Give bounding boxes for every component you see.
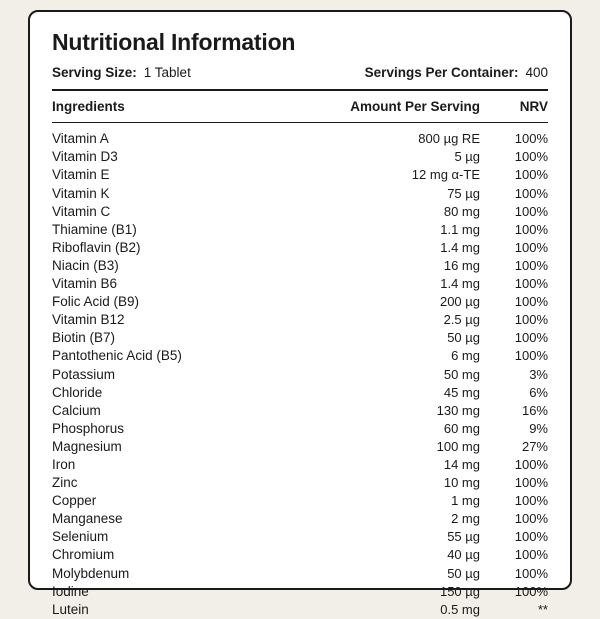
nutrient-name: Manganese [52, 511, 123, 527]
nutrient-name: Vitamin K [52, 185, 110, 201]
nutrient-amount: 2 mg [451, 511, 480, 527]
nutrient-amount: 12 mg α-TE [411, 167, 480, 183]
table-row [52, 384, 548, 402]
nutrient-nrv: 100% [514, 547, 548, 563]
table-row [52, 148, 548, 166]
nutrient-nrv: 100% [514, 565, 548, 581]
nutrient-name: Vitamin C [52, 203, 111, 219]
nutrient-name: Copper [52, 493, 97, 509]
nutrient-amount: 200 µg [439, 294, 480, 310]
nutrient-name: Iron [52, 456, 76, 472]
table-row [52, 329, 548, 347]
nutrient-name: Calcium [52, 402, 101, 418]
nutrient-amount: 16 mg [443, 257, 480, 273]
nutrient-nrv: 100% [514, 239, 548, 255]
table-row [52, 402, 548, 420]
nutrient-amount: 10 mg [443, 475, 480, 491]
table-row [52, 474, 548, 492]
nutrient-amount: 40 µg [447, 547, 480, 563]
table-row [52, 130, 548, 148]
table-row [52, 528, 548, 546]
table-row [52, 565, 548, 583]
nutrient-amount: 80 mg [443, 203, 480, 219]
nutrient-nrv: 100% [514, 583, 548, 599]
nutrient-amount: 75 µg [447, 185, 480, 201]
nutrient-nrv: 100% [514, 529, 548, 545]
nutrient-name: Pantothenic Acid (B5) [52, 348, 182, 364]
table-row [52, 239, 548, 257]
servings-per-container-value: 400 [525, 65, 548, 81]
table-row [52, 438, 548, 456]
table-row [52, 456, 548, 474]
nutrient-name: Chloride [52, 384, 103, 400]
nutrient-name: Molybdenum [52, 565, 130, 581]
nutrient-name: Vitamin A [52, 131, 109, 147]
table-row [52, 546, 548, 564]
table-row [52, 275, 548, 293]
nutrient-nrv: 100% [514, 149, 548, 165]
nutrient-name: Niacin (B3) [52, 257, 119, 273]
serving-info-row [52, 65, 548, 80]
table-row [52, 366, 548, 384]
nutrient-name: Thiamine (B1) [52, 221, 137, 237]
table-header-row [52, 91, 548, 122]
nutrient-nrv: ** [537, 601, 548, 617]
nutrient-nrv: 100% [514, 493, 548, 509]
nutrient-name: Riboflavin (B2) [52, 239, 141, 255]
nutrient-amount: 130 mg [436, 402, 480, 418]
nutrient-nrv: 100% [514, 131, 548, 147]
nutrient-amount: 800 µg RE [418, 131, 480, 147]
nutrient-table-body [52, 123, 548, 619]
table-row [52, 601, 548, 619]
nutrient-name: Vitamin E [52, 167, 110, 183]
serving-size-value: 1 Tablet [143, 65, 191, 81]
nutrient-nrv: 100% [514, 257, 548, 273]
servings-per-container-label: Servings Per Container: [364, 65, 519, 81]
nutrient-amount: 2.5 µg [443, 312, 480, 328]
nutrient-nrv: 100% [514, 276, 548, 292]
nutrient-nrv: 6% [529, 384, 548, 400]
nutrient-nrv: 100% [514, 475, 548, 491]
nutrient-nrv: 27% [521, 438, 548, 454]
nutrient-nrv: 100% [514, 348, 548, 364]
nutrient-amount: 50 mg [443, 366, 480, 382]
table-row [52, 311, 548, 329]
table-row [52, 166, 548, 184]
nutrient-amount: 150 µg [439, 583, 480, 599]
nutrient-nrv: 100% [514, 167, 548, 183]
table-row [52, 420, 548, 438]
nutrient-nrv: 16% [521, 402, 548, 418]
nutrient-amount: 50 µg [447, 330, 480, 346]
nutrient-amount: 14 mg [443, 456, 480, 472]
nutrient-nrv: 100% [514, 456, 548, 472]
servings-per-container [365, 65, 548, 80]
nutrient-amount: 100 mg [436, 438, 480, 454]
nutrient-name: Zinc [52, 475, 78, 491]
nutrient-nrv: 100% [514, 294, 548, 310]
nutrient-nrv: 100% [514, 330, 548, 346]
table-row [52, 293, 548, 311]
nutrient-name: Vitamin B6 [52, 276, 118, 292]
nutrient-nrv: 100% [514, 511, 548, 527]
nutrient-amount: 1 mg [451, 493, 480, 509]
nutrient-name: Magnesium [52, 438, 122, 454]
nutrient-nrv: 100% [514, 185, 548, 201]
nutrient-amount: 6 mg [451, 348, 480, 364]
table-row [52, 257, 548, 275]
nutrient-name: Selenium [52, 529, 109, 545]
nutrient-name: Biotin (B7) [52, 330, 116, 346]
nutrient-nrv: 100% [514, 312, 548, 328]
table-row [52, 583, 548, 601]
serving-size [52, 65, 191, 80]
nutrient-name: Folic Acid (B9) [52, 294, 140, 310]
column-header-ingredients: Ingredients [52, 99, 125, 115]
nutrient-amount: 50 µg [447, 565, 480, 581]
nutrition-label-panel [28, 10, 572, 617]
nutrient-amount: 5 µg [454, 149, 480, 165]
nutrient-amount: 0.5 mg [440, 601, 480, 617]
nutrient-amount: 55 µg [447, 529, 480, 545]
nutrient-name: Lutein [52, 601, 89, 617]
nutrient-amount: 1.4 mg [440, 276, 480, 292]
table-row [52, 185, 548, 203]
column-header-nrv: NRV [519, 99, 548, 115]
serving-size-label: Serving Size: [52, 65, 137, 81]
nutrient-nrv: 100% [514, 221, 548, 237]
nutrient-name: Vitamin D3 [52, 149, 118, 165]
nutrient-name: Phosphorus [52, 420, 125, 436]
nutrient-amount: 1.4 mg [440, 239, 480, 255]
nutrient-name: Potassium [52, 366, 116, 382]
table-row [52, 347, 548, 365]
table-row [52, 492, 548, 510]
nutrient-name: Vitamin B12 [52, 312, 125, 328]
nutrient-name: Chromium [52, 547, 115, 563]
nutrient-amount: 45 mg [443, 384, 480, 400]
nutrient-nrv: 9% [529, 420, 548, 436]
nutrient-nrv: 3% [529, 366, 548, 382]
page-title: Nutritional Information [52, 29, 296, 55]
table-row [52, 203, 548, 221]
column-header-amount: Amount Per Serving [350, 99, 480, 115]
table-row [52, 221, 548, 239]
nutrient-amount: 1.1 mg [440, 221, 480, 237]
nutrient-nrv: 100% [514, 203, 548, 219]
nutrient-name: Iodine [52, 583, 89, 599]
nutrient-amount: 60 mg [443, 420, 480, 436]
table-row [52, 510, 548, 528]
